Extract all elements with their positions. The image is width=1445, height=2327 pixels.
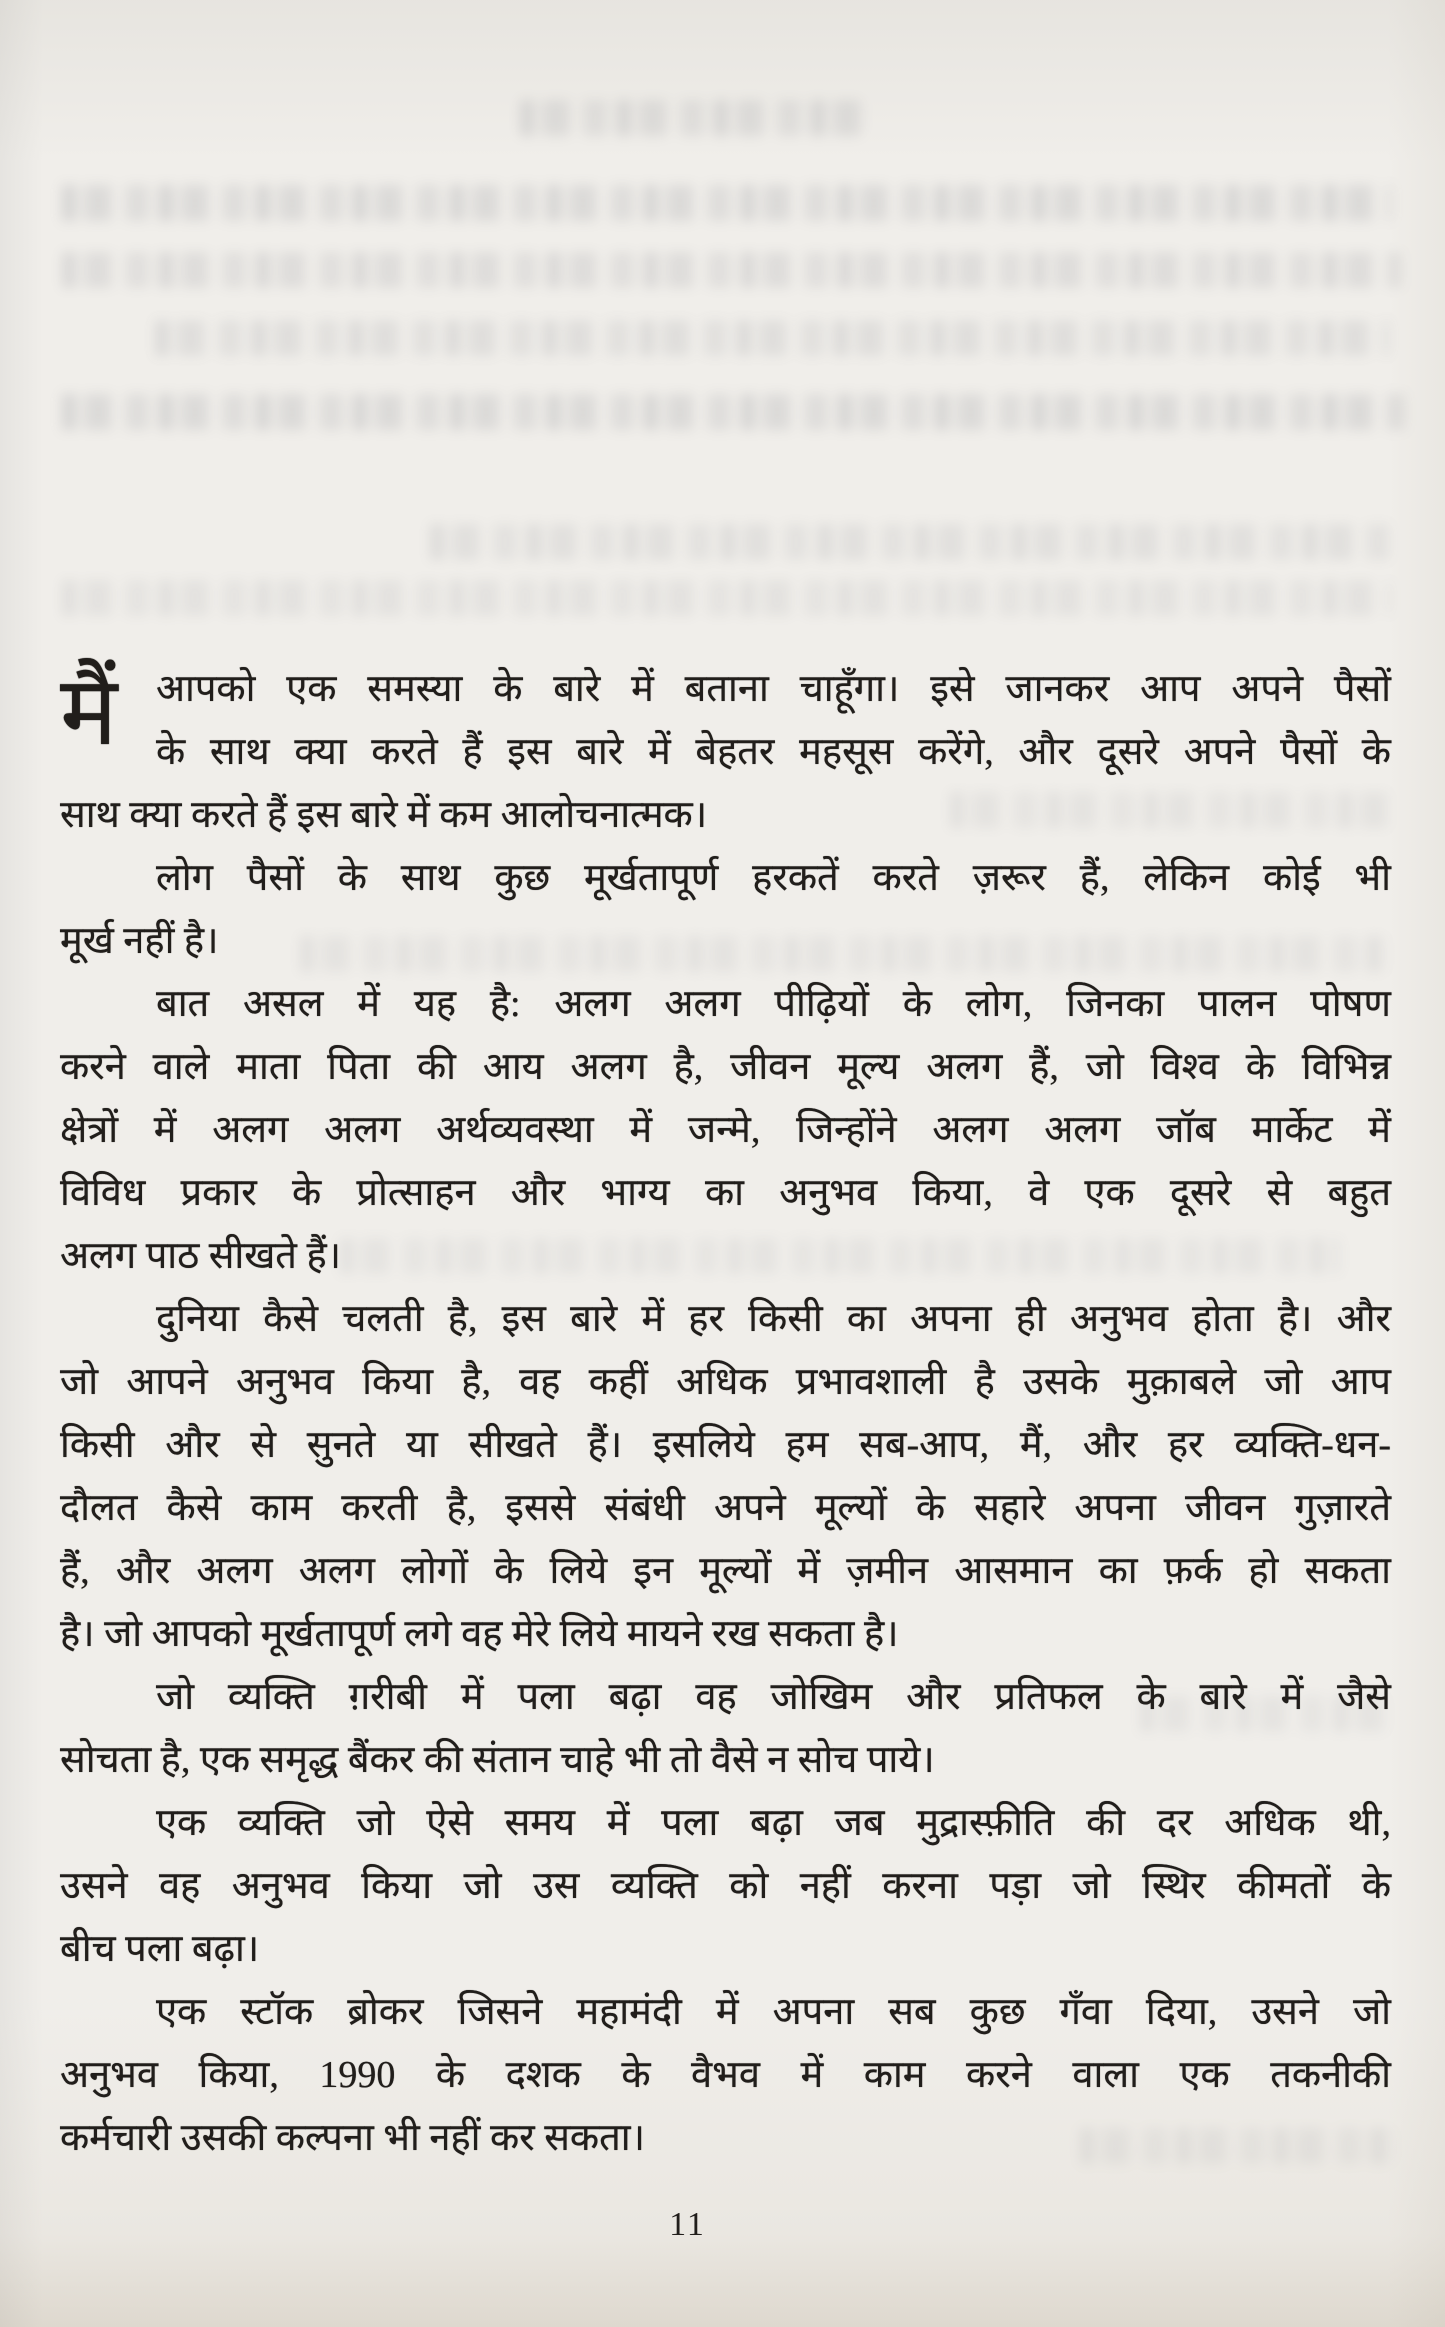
text-line: एक व्यक्ति जो ऐसे समय में पला बढ़ा जब मुद्रास्फ़ीति की दर अधिक थी, (156, 1802, 1391, 1844)
text-line: दुनिया कैसे चलती है, इस बारे में हर किसी का अपना ही अनुभव होता है। और (156, 1298, 1391, 1340)
bleed-through-line (155, 320, 1390, 356)
bleed-through-line (62, 185, 1392, 221)
text-line: सोचता है, एक समृद्ध बैंकर की संतान चाहे भी तो वैसे न सोच पाये। (60, 1739, 935, 1781)
text-line: कर्मचारी उसकी कल्पना भी नहीं कर सकता। (60, 2117, 645, 2159)
text-line: अलग पाठ सीखते हैं। (60, 1235, 342, 1277)
paragraph (60, 847, 1391, 973)
text-line: एक स्टॉक ब्रोकर जिसने महामंदी में अपना सब कुछ गँवा दिया, उसने जो (156, 1991, 1391, 2033)
text-line: अनुभव किया, 1990 के दशक के वैभव में काम करने वाला एक तकनीकी (60, 2054, 1391, 2096)
text-line: बीच पला बढ़ा। (60, 1928, 260, 1970)
text-line: दौलत कैसे काम करती है, इससे संबंधी अपने मूल्यों के सहारे अपना जीवन गुज़ारते (60, 1487, 1391, 1529)
page-text (60, 658, 1391, 2170)
text-line: बात असल में यह है: अलग अलग पीढ़ियों के लोग, जिनका पालन पोषण (156, 983, 1391, 1025)
text-line: हैं, और अलग अलग लोगों के लिये इन मूल्यों में ज़मीन आसमान का फ़र्क हो सकता (60, 1550, 1391, 1592)
bleed-through-line (62, 580, 1392, 616)
text-line: जो आपने अनुभव किया है, वह कहीं अधिक प्रभावशाली है उसके मुक़ाबले जो आप (60, 1361, 1391, 1403)
bleed-through-line (430, 524, 1390, 560)
text-line: जो व्यक्ति ग़रीबी में पला बढ़ा वह जोखिम और प्रतिफल के बारे में जैसे (156, 1676, 1391, 1718)
text-line: है। जो आपको मूर्खतापूर्ण लगे वह मेरे लिये मायने रख सकता है। (60, 1613, 899, 1655)
text-line: मूर्ख नहीं है। (60, 920, 219, 962)
text-line: के साथ क्या करते हैं इस बारे में बेहतर महसूस करेंगे, और दूसरे अपने पैसों के (156, 731, 1391, 773)
page-number: 11 (669, 2206, 706, 2243)
text-line: आपको एक समस्या के बारे में बताना चाहूँगा। इसे जानकर आप अपने पैसों (156, 668, 1391, 710)
text-line: किसी और से सुनते या सीखते हैं। इसलिये हम सब-आप, मैं, और हर व्यक्ति-धन- (60, 1424, 1391, 1466)
text-line: साथ क्या करते हैं इस बारे में कम आलोचनात्मक। (60, 794, 708, 836)
paragraph (60, 1666, 1391, 1792)
text-line: उसने वह अनुभव किया जो उस व्यक्ति को नहीं करना पड़ा जो स्थिर कीमतों के (60, 1865, 1391, 1907)
text-line: विविध प्रकार के प्रोत्साहन और भाग्य का अनुभव किया, वे एक दूसरे से बहुत (60, 1172, 1391, 1214)
paragraph (60, 973, 1391, 1288)
bleed-through-line (62, 252, 1402, 288)
text-line: करने वाले माता पिता की आय अलग है, जीवन मूल्य अलग हैं, जो विश्व के विभिन्न (60, 1046, 1391, 1088)
text-line: क्षेत्रों में अलग अलग अर्थव्यवस्था में जन्मे, जिन्होंने अलग अलग जॉब मार्केट में (60, 1109, 1391, 1151)
paragraph (60, 658, 1391, 847)
paragraph (60, 1288, 1391, 1666)
bleed-through-line (62, 394, 1405, 430)
text-line: लोग पैसों के साथ कुछ मूर्खतापूर्ण हरकतें करते ज़रूर हैं, लेकिन कोई भी (156, 857, 1391, 899)
paragraph (60, 1981, 1391, 2170)
bleed-through-line (520, 100, 870, 136)
drop-cap: मैं (60, 658, 118, 765)
paragraph (60, 1792, 1391, 1981)
